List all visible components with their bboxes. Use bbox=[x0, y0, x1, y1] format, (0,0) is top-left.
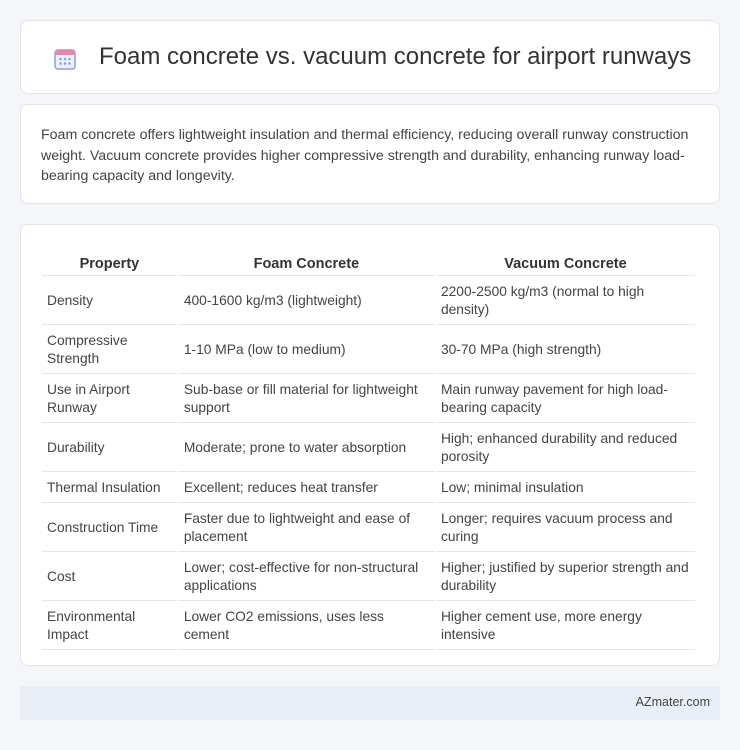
row-foam-value: 400-1600 kg/m3 (lightweight) bbox=[179, 278, 434, 325]
row-foam-value: Lower CO2 emissions, uses less cement bbox=[179, 603, 434, 650]
row-vacuum-value: High; enhanced durability and reduced porosity bbox=[436, 425, 695, 472]
table-header-row bbox=[42, 246, 695, 276]
row-vacuum-value: Main runway pavement for high load-bearing capacity bbox=[436, 376, 695, 423]
row-property: Construction Time bbox=[42, 505, 177, 552]
row-foam-value: Lower; cost-effective for non-structural applications bbox=[179, 554, 434, 601]
footer-bar bbox=[20, 686, 720, 720]
page-title: Foam concrete vs. vacuum concrete for airport runways bbox=[99, 43, 692, 70]
table-row bbox=[42, 425, 695, 472]
row-vacuum-value: 2200-2500 kg/m3 (normal to high density) bbox=[436, 278, 695, 325]
summary-card bbox=[20, 104, 720, 204]
row-vacuum-value: Higher cement use, more energy intensive bbox=[436, 603, 695, 650]
row-foam-value: Faster due to lightweight and ease of placement bbox=[179, 505, 434, 552]
row-vacuum-value: Low; minimal insulation bbox=[436, 474, 695, 503]
row-property: Thermal Insulation bbox=[42, 474, 177, 503]
comparison-table-card bbox=[20, 224, 720, 666]
table-row bbox=[42, 505, 695, 552]
row-property: Durability bbox=[42, 425, 177, 472]
row-vacuum-value: Higher; justified by superior strength and durability bbox=[436, 554, 695, 601]
table-row bbox=[42, 278, 695, 325]
header-foam-concrete: Foam Concrete bbox=[179, 246, 434, 276]
table-row bbox=[42, 554, 695, 601]
title-card bbox=[20, 20, 720, 94]
row-foam-value: Excellent; reduces heat transfer bbox=[179, 474, 434, 503]
table-row bbox=[42, 603, 695, 650]
row-property: Use in Airport Runway bbox=[42, 376, 177, 423]
row-property: Compressive Strength bbox=[42, 327, 177, 374]
row-vacuum-value: 30-70 MPa (high strength) bbox=[436, 327, 695, 374]
header-property: Property bbox=[42, 246, 177, 276]
table-row bbox=[42, 474, 695, 503]
table-row bbox=[42, 376, 695, 423]
calendar-grid-icon bbox=[53, 47, 77, 71]
row-property: Density bbox=[42, 278, 177, 325]
row-property: Environmental Impact bbox=[42, 603, 177, 650]
footer-site-link[interactable]: AZmater.com bbox=[635, 695, 710, 709]
comparison-table bbox=[40, 244, 697, 652]
row-foam-value: 1-10 MPa (low to medium) bbox=[179, 327, 434, 374]
header-vacuum-concrete: Vacuum Concrete bbox=[436, 246, 695, 276]
summary-text: Foam concrete offers lightweight insulation and thermal efficiency, reducing overall runway construction weight. Vacuum concrete provides higher compressive strength and durability, enhancing runway load-bearing capacity and longevity. bbox=[41, 127, 689, 184]
row-foam-value: Moderate; prone to water absorption bbox=[179, 425, 434, 472]
row-vacuum-value: Longer; requires vacuum process and curing bbox=[436, 505, 695, 552]
table-row bbox=[42, 327, 695, 374]
row-property: Cost bbox=[42, 554, 177, 601]
row-foam-value: Sub-base or fill material for lightweight support bbox=[179, 376, 434, 423]
